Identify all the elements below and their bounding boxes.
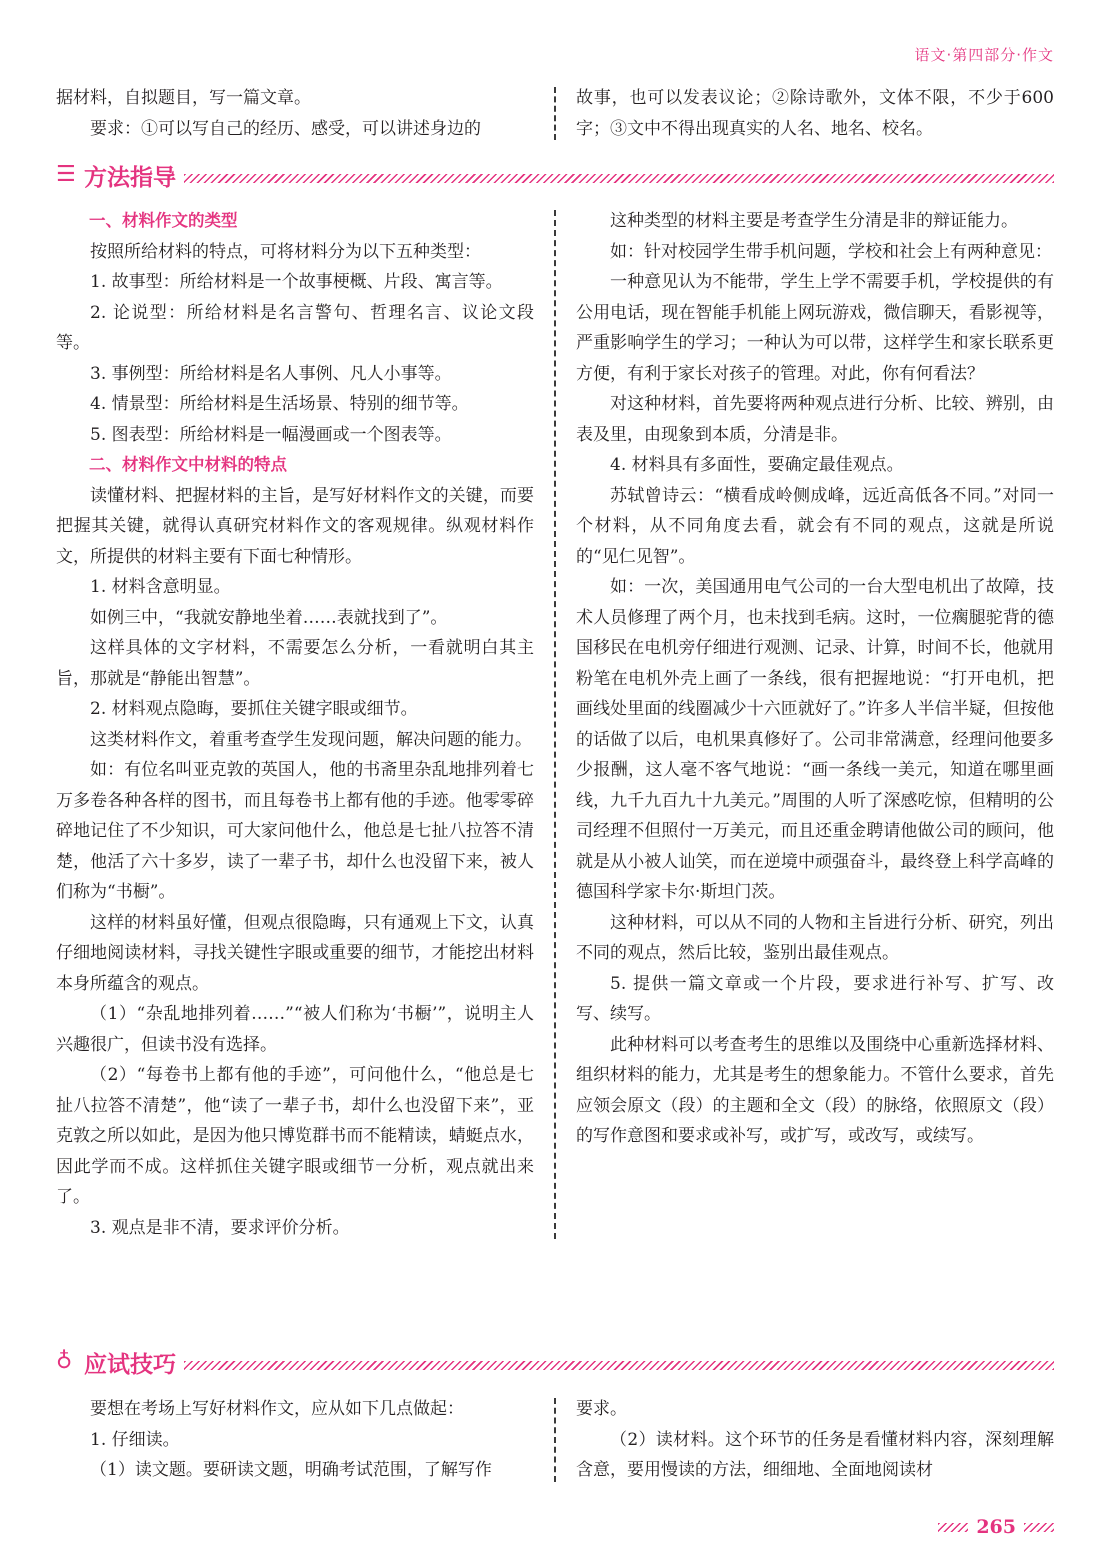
body-paragraph: 如例三中，“我就安静地坐着……表就找到了”。 bbox=[90, 607, 448, 628]
body-paragraph: 4. 材料具有多面性，要确定最佳观点。 bbox=[610, 455, 904, 475]
intro-paragraph: 故事，也可以发表议论；②除诗歌外，文体不限，不少于600字；③文中不得出现真实的人名、地名、校名。 bbox=[576, 88, 1054, 139]
example-paragraph: 如：针对校园学生带手机问题，学校和社会上有两种意见： bbox=[610, 241, 1052, 262]
body-paragraph: （1）“杂乱地排列着……”“被人们称为‘书橱’”，说明主人兴趣很广，但读书没有选择。 bbox=[56, 1004, 534, 1055]
body-paragraph: 这样的材料虽好懂，但观点很隐晦，只有通观上下文，认真仔细地阅读材料，寻找关键性字眼或重要的细节，才能挖出材料本身所蕴含的观点。 bbox=[56, 912, 534, 994]
list-item: 1. 故事型：所给材料是一个故事梗概、片段、寓言等。 bbox=[90, 272, 503, 292]
section-header-method bbox=[56, 158, 1054, 192]
body-paragraph: 3. 观点是非不清，要求评价分析。 bbox=[90, 1217, 350, 1238]
body-paragraph: 此种材料可以考查考生的思维以及围绕中心重新选择材料、组织材料的能力，尤其是考生的想象能力。不管什么要求，首先应领会原文（段）的主题和全文（段）的脉络，依照原文（段）的写作意图和要求或补写，或扩写，或改写，或续写。 bbox=[576, 1034, 1054, 1146]
list-item: 4. 情景型：所给材料是生活场景、特别的细节等。 bbox=[90, 394, 469, 414]
list-icon: ☰ bbox=[56, 162, 76, 187]
body-paragraph: 2. 材料观点隐晦，要抓住关键字眼或细节。 bbox=[90, 699, 418, 719]
body-paragraph: 这样具体的文字材料，不需要怎么分析，一看就明白其主旨，那就是“静能出智慧”。 bbox=[56, 638, 534, 689]
list-item: 3. 事例型：所给材料是名人事例、凡人小事等。 bbox=[90, 363, 452, 384]
example-paragraph: 一种意见认为不能带，学生上学不需要手机，学校提供的有公用电话，现在智能手机能上网玩游戏，微信聊天，看影视等，严重影响学生的学习；一种认为可以带，这样学生和家长联系更方便，有利于家长对孩子的管理。对此，你有何看法？ bbox=[576, 272, 1054, 384]
intro-paragraph: 据材料，自拟题目，写一篇文章。 bbox=[56, 88, 311, 108]
subheading: 一、材料作文的类型 bbox=[89, 211, 238, 230]
intro-requirements bbox=[56, 83, 1054, 144]
intro-right-column bbox=[576, 83, 1054, 144]
intro-paragraph: 要求：①可以写自己的经历、感受，可以讲述身边的 bbox=[90, 118, 481, 139]
body-paragraph: 读懂材料、把握材料的主旨，是写好材料作文的关键，而要把握其关键，就得认真研究材料作文的客观规律。纵观材料作文，所提供的材料主要有下面七种情形。 bbox=[56, 485, 534, 567]
footer-stripe-left bbox=[938, 1523, 968, 1532]
list-item: 1. 仔细读。 bbox=[90, 1429, 180, 1450]
body-paragraph: （2）“每卷书上都有他的手迹”，可问他什么，“他总是七扯八拉答不清楚”，他“读了一辈子书，却什么也没留下来”，亚克敦之所以如此，是因为他只博览群书而不能精读，蜻蜓点水，因此学而不成。这样抓住关键字眼或细节一分析，观点就出来了。 bbox=[56, 1065, 534, 1207]
body-paragraph: 这类材料作文，着重考查学生发现问题，解决问题的能力。 bbox=[90, 729, 532, 750]
body-paragraph: 1. 材料含意明显。 bbox=[90, 577, 231, 597]
section-title: 方法指导 bbox=[84, 164, 176, 191]
exam-tips-right-column bbox=[576, 1394, 1054, 1486]
exam-tips-left-column bbox=[56, 1394, 534, 1486]
subheading: 二、材料作文中材料的特点 bbox=[89, 455, 287, 474]
section-title: 应试技巧 bbox=[84, 1351, 176, 1378]
trophy-icon: ♁ bbox=[56, 1349, 73, 1374]
body-paragraph: 对这种材料，首先要将两种观点进行分析、比较、辨别，由表及里，由现象到本质，分清是非。 bbox=[576, 394, 1054, 445]
body-paragraph: （1）读文题。要研读文题，明确考试范围，了解写作 bbox=[90, 1460, 492, 1480]
body-paragraph: 要想在考场上写好材料作文，应从如下几点做起： bbox=[90, 1399, 464, 1419]
body-paragraph: 5. 提供一篇文章或一个片段，要求进行补写、扩写、改写、续写。 bbox=[576, 973, 1054, 1024]
section-divider bbox=[184, 1361, 1054, 1370]
page-number: 265 bbox=[976, 1516, 1016, 1538]
body-paragraph: 这种材料，可以从不同的人物和主旨进行分析、研究，列出不同的观点，然后比较，鉴别出最佳观点。 bbox=[576, 912, 1054, 963]
section-breadcrumb: 语文·第四部分·作文 bbox=[914, 46, 1054, 64]
body-paragraph: 苏轼曾诗云：“横看成岭侧成峰，远近高低各不同。”对同一个材料，从不同角度去看，就会有不同的观点，这就是所说的“见仁见智”。 bbox=[576, 485, 1054, 567]
footer-stripe-right bbox=[1024, 1523, 1054, 1532]
example-paragraph: 如：有位名叫亚克敦的英国人，他的书斋里杂乱地排列着七万多卷各种各样的图书，而且每卷书上都有他的手迹。他零零碎碎地记住了不少知识，可大家问他什么，他总是七扯八拉答不清楚，他活了六十多岁，读了一辈子书，却什么也没留下来，被人们称为“书橱”。 bbox=[56, 760, 534, 902]
intro-left-column bbox=[56, 83, 534, 144]
body-paragraph: 按照所给材料的特点，可将材料分为以下五种类型： bbox=[90, 241, 481, 262]
section-header-exam-tips bbox=[56, 1345, 1054, 1379]
body-paragraph: （2）读材料。这个环节的任务是看懂材料内容，深刻理解含意，要用慢读的方法，细细地、全面地阅读材 bbox=[576, 1429, 1054, 1480]
method-left-column bbox=[56, 206, 534, 1243]
page-footer bbox=[938, 1516, 1054, 1538]
method-right-column bbox=[576, 206, 1054, 1243]
list-item: 2. 论说型：所给材料是名言警句、哲理名言、议论文段等。 bbox=[56, 302, 534, 353]
method-section-body bbox=[56, 206, 1054, 1243]
example-paragraph: 如：一次，美国通用电气公司的一台大型电机出了故障，技术人员修理了两个月，也未找到毛病。这时，一位瘸腿驼背的德国移民在电机旁仔细进行观测、记录、计算，时间不长，他就用粉笔在电机外壳上画了一条线，很有把握地说：“打开电机，把画线处里面的线圈减少十六匝就好了。”许多人半信半疑，但按他的话做了以后，电机果真修好了。公司非常满意，经理问他要多少报酬，这人毫不客气地说：“画一条线一美元，知道在哪里画线，九千九百九十九美元。”周围的人听了深感吃惊，但精明的公司经理不但照付一万美元，而且还重金聘请他做公司的顾问，他就是从小被人讪笑，而在逆境中顽强奋斗，最终登上科学高峰的德国科学家卡尔·斯坦门茨。 bbox=[576, 577, 1054, 902]
exam-tips-body bbox=[56, 1394, 1054, 1486]
section-divider bbox=[184, 174, 1054, 183]
list-item: 5. 图表型：所给材料是一幅漫画或一个图表等。 bbox=[90, 424, 452, 445]
body-paragraph: 这种类型的材料主要是考查学生分清是非的辩证能力。 bbox=[610, 211, 1018, 231]
body-paragraph: 要求。 bbox=[576, 1399, 627, 1419]
